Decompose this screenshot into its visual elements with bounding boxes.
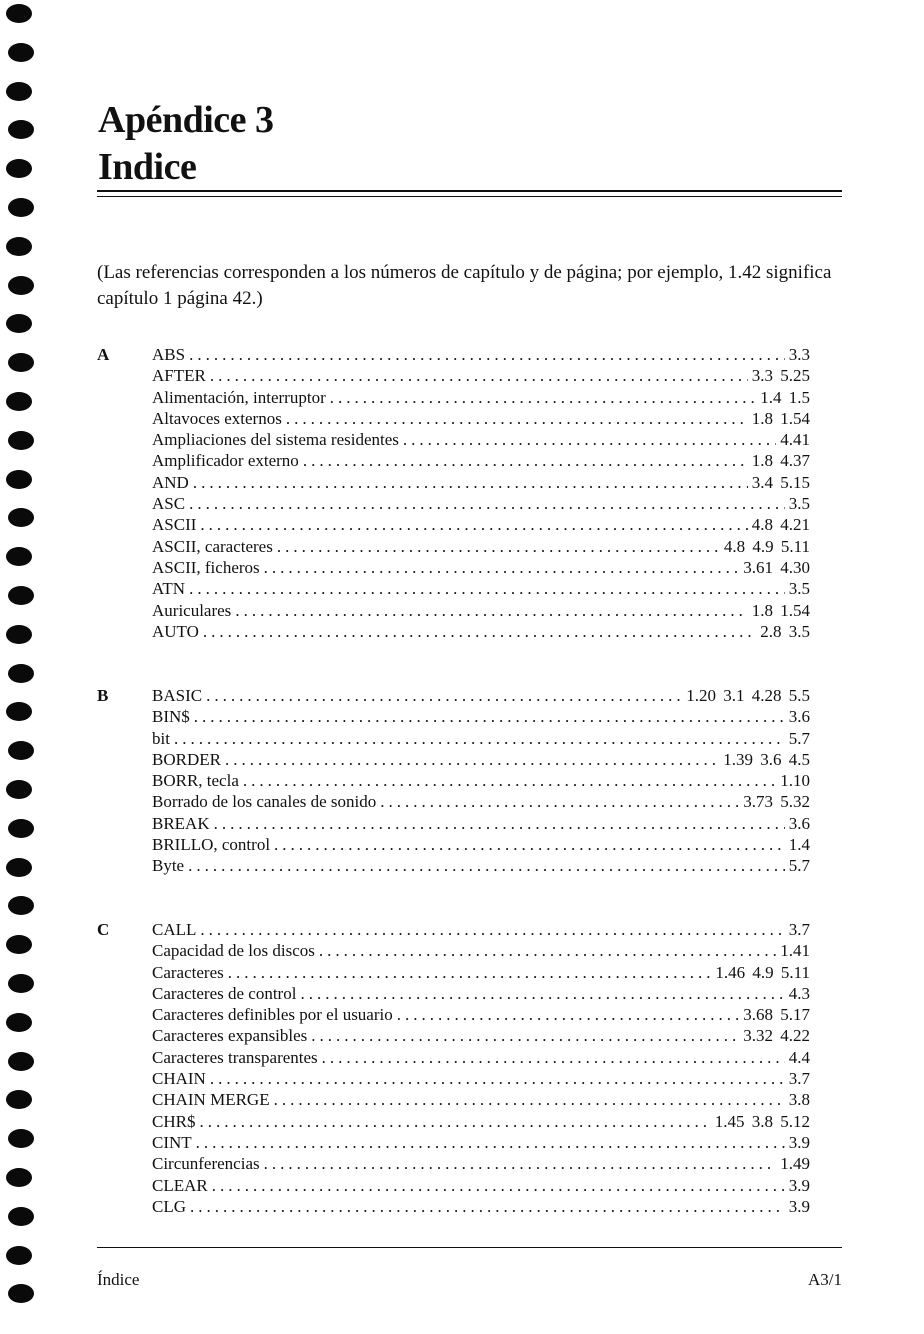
entry-term: Caracteres definibles por el usuario — [152, 1005, 393, 1025]
binding-hole — [6, 935, 32, 954]
entry-page-refs: 1.41 — [780, 941, 810, 961]
binding-hole — [6, 1090, 32, 1109]
entry-term: CALL — [152, 920, 197, 939]
entry-page-refs: 1.8 1.54 — [751, 408, 810, 428]
dot-leader — [210, 365, 748, 386]
dot-leader — [212, 1175, 785, 1196]
dot-leader — [199, 1111, 710, 1132]
binding-hole — [6, 4, 32, 23]
entry-page-refs: 4.8 4.9 5.11 — [723, 536, 810, 556]
binding-hole — [6, 314, 32, 333]
binding-hole — [6, 82, 32, 101]
entry-term: BREAK — [152, 813, 210, 833]
index-entry — [152, 621, 810, 642]
entry-term: CHAIN — [152, 1069, 206, 1089]
entry-term: Circunferencias — [152, 1154, 260, 1174]
binding-hole — [8, 586, 34, 605]
index-entry — [152, 472, 810, 493]
index-entry — [152, 919, 810, 940]
index-entry — [152, 1025, 810, 1046]
entry-page-refs: 3.9 — [788, 1175, 810, 1195]
dot-leader — [193, 472, 748, 493]
entry-page-refs: 1.10 — [780, 771, 810, 791]
page-number: A3/1 — [808, 1270, 842, 1289]
dot-leader — [189, 344, 785, 365]
entry-term: AND — [152, 472, 189, 492]
entry-term: Caracteres transparentes — [152, 1047, 318, 1067]
section-letter: A — [97, 345, 110, 364]
entry-term: Alimentación, interruptor — [152, 387, 326, 407]
entry-term: Auriculares — [152, 600, 232, 620]
dot-leader — [200, 919, 784, 940]
dot-leader — [397, 1004, 740, 1025]
entry-page-refs: 4.41 — [780, 430, 810, 450]
index-entry — [152, 855, 810, 876]
binding-hole — [8, 1284, 34, 1303]
entry-page-refs: 3.7 — [788, 1069, 810, 1089]
entry-page-refs: 5.7 — [788, 856, 810, 876]
entry-page-refs: 3.9 — [788, 1132, 810, 1152]
index-entry — [152, 408, 810, 429]
index-entry — [152, 728, 810, 749]
index-entry — [152, 685, 810, 706]
entry-term: Capacidad de los discos — [152, 941, 315, 961]
binding-hole — [6, 780, 32, 799]
dot-leader — [319, 940, 776, 961]
dot-leader — [330, 387, 757, 408]
binding-hole — [8, 741, 34, 760]
binding-hole — [6, 470, 32, 489]
entry-page-refs: 3.7 — [788, 920, 810, 939]
dot-leader — [174, 728, 785, 749]
intro-note: (Las referencias corresponden a los números de capítulo y de página; por ejemplo, 1.42 significa capítulo 1 página 42.) — [97, 262, 832, 309]
binding-hole — [6, 858, 32, 877]
binding-hole — [6, 237, 32, 256]
footer-rule — [97, 1247, 842, 1248]
entry-term: CINT — [152, 1132, 192, 1152]
binding-hole — [6, 702, 32, 721]
dot-leader — [380, 791, 739, 812]
entry-page-refs: 3.6 — [788, 707, 810, 727]
entry-term: ASC — [152, 494, 186, 514]
spiral-binding — [0, 0, 40, 1334]
dot-leader — [303, 450, 748, 471]
index-entry — [152, 557, 810, 578]
dot-leader — [190, 1196, 785, 1217]
index-title: Indice — [98, 146, 197, 188]
dot-leader — [311, 1025, 739, 1046]
binding-hole — [8, 896, 34, 915]
binding-hole — [8, 508, 34, 527]
section-letter: B — [97, 686, 109, 705]
dot-leader — [210, 1068, 785, 1089]
index-entry — [152, 578, 810, 599]
entry-page-refs: 3.32 4.22 — [743, 1026, 810, 1046]
binding-hole — [8, 353, 34, 372]
entry-term: BORR, tecla — [152, 771, 239, 791]
dot-leader — [274, 834, 785, 855]
binding-hole — [6, 1013, 32, 1032]
entry-term: BASIC — [152, 686, 203, 705]
binding-hole — [8, 1207, 34, 1226]
binding-hole — [6, 547, 32, 566]
binding-hole — [8, 43, 34, 62]
binding-hole — [8, 664, 34, 683]
dot-leader — [243, 770, 776, 791]
entry-page-refs: 3.5 — [788, 579, 810, 599]
entry-page-refs: 1.4 1.5 — [760, 387, 810, 407]
dot-leader — [188, 855, 785, 876]
entry-page-refs: 3.5 — [788, 494, 810, 514]
dot-leader — [200, 514, 747, 535]
binding-hole — [8, 819, 34, 838]
entry-page-refs: 4.8 4.21 — [751, 515, 810, 535]
binding-hole — [8, 198, 34, 217]
dot-leader — [403, 429, 776, 450]
index-entry — [152, 1153, 810, 1174]
entry-page-refs: 3.61 4.30 — [743, 557, 810, 577]
section-letter: C — [97, 920, 110, 939]
entry-term: ATN — [152, 579, 186, 599]
footer-section-name: Índice — [97, 1270, 140, 1289]
dot-leader — [194, 706, 785, 727]
binding-hole — [6, 1246, 32, 1265]
index-entry — [152, 536, 810, 557]
dot-leader — [286, 408, 748, 429]
index-entry — [152, 1047, 810, 1068]
binding-hole — [6, 392, 32, 411]
entry-term: ASCII, caracteres — [152, 536, 273, 556]
index-entry — [152, 962, 810, 983]
index-entry — [152, 493, 810, 514]
entry-page-refs: 3.9 — [788, 1196, 810, 1216]
title-rule-top — [97, 190, 842, 192]
binding-hole — [8, 120, 34, 139]
entry-page-refs: 1.8 1.54 — [751, 600, 810, 620]
binding-hole — [8, 431, 34, 450]
entry-term: AUTO — [152, 621, 199, 641]
entry-term: CHAIN MERGE — [152, 1090, 270, 1110]
index-entry — [152, 365, 810, 386]
entry-page-refs: 1.39 3.6 4.5 — [723, 749, 810, 769]
title-rule-bottom — [97, 196, 842, 197]
index-entry — [152, 1111, 810, 1132]
index-entry — [152, 983, 810, 1004]
binding-hole — [6, 159, 32, 178]
entry-page-refs: 3.3 5.25 — [751, 366, 810, 386]
index-entry — [152, 791, 810, 812]
dot-leader — [225, 749, 719, 770]
index-entry — [152, 770, 810, 791]
entry-page-refs: 1.4 — [788, 835, 810, 855]
index-entry — [152, 514, 810, 535]
entry-term: BIN$ — [152, 707, 190, 727]
entry-page-refs: 1.20 3.1 4.28 5.5 — [686, 686, 810, 705]
dot-leader — [206, 685, 682, 706]
dot-leader — [235, 600, 747, 621]
entry-page-refs: 4.3 — [788, 983, 810, 1003]
entry-term: CHR$ — [152, 1111, 196, 1131]
index-entry — [152, 387, 810, 408]
entry-term: Ampliaciones del sistema residentes — [152, 430, 399, 450]
binding-hole — [8, 1129, 34, 1148]
binding-hole — [8, 974, 34, 993]
entry-page-refs: 3.8 — [788, 1090, 810, 1110]
index-entry — [152, 749, 810, 770]
index-entry — [152, 429, 810, 450]
dot-leader — [300, 983, 784, 1004]
entry-page-refs: 2.8 3.5 — [760, 621, 810, 641]
entry-term: ASCII, ficheros — [152, 557, 260, 577]
index-entry — [152, 1089, 810, 1110]
entry-term: Borrado de los canales de sonido — [152, 792, 377, 812]
dot-leader — [214, 813, 785, 834]
dot-leader — [277, 536, 720, 557]
index-entry — [152, 1175, 810, 1196]
index-entry — [152, 344, 810, 365]
index-entry — [152, 940, 810, 961]
entry-term: Caracteres de control — [152, 983, 297, 1003]
entry-term: BRILLO, control — [152, 835, 271, 855]
binding-hole — [6, 625, 32, 644]
index-entry — [152, 834, 810, 855]
entry-page-refs: 3.68 5.17 — [743, 1005, 810, 1025]
entry-term: Byte — [152, 856, 185, 876]
entry-page-refs: 3.4 5.15 — [751, 472, 810, 492]
dot-leader — [264, 557, 740, 578]
entry-list — [152, 685, 810, 877]
dot-leader — [274, 1089, 785, 1110]
index-entry — [152, 813, 810, 834]
entry-list — [152, 919, 810, 1217]
index-entry — [152, 1196, 810, 1217]
entry-term: Amplificador externo — [152, 451, 299, 471]
dot-leader — [189, 578, 785, 599]
binding-hole — [6, 1168, 32, 1187]
entry-term: Caracteres — [152, 962, 224, 982]
index-entry — [152, 1132, 810, 1153]
entry-page-refs: 5.7 — [788, 728, 810, 748]
entry-page-refs: 4.4 — [788, 1047, 810, 1067]
entry-term: CLEAR — [152, 1175, 208, 1195]
dot-leader — [189, 493, 785, 514]
entry-page-refs: 3.73 5.32 — [743, 792, 810, 812]
entry-page-refs: 1.45 3.8 5.12 — [714, 1111, 810, 1131]
index-entry — [152, 600, 810, 621]
dot-leader — [228, 962, 712, 983]
dot-leader — [203, 621, 756, 642]
entry-page-refs: 3.3 — [788, 345, 810, 364]
entry-page-refs: 1.8 4.37 — [751, 451, 810, 471]
appendix-title: Apéndice 3 — [98, 99, 274, 141]
entry-term: AFTER — [152, 366, 206, 386]
entry-term: CLG — [152, 1196, 186, 1216]
entry-list — [152, 344, 810, 642]
dot-leader — [322, 1047, 785, 1068]
entry-term: ASCII — [152, 515, 197, 535]
index-entry — [152, 450, 810, 471]
entry-term: BORDER — [152, 749, 221, 769]
entry-term: Altavoces externos — [152, 408, 282, 428]
entry-page-refs: 1.49 — [780, 1154, 810, 1174]
entry-page-refs: 1.46 4.9 5.11 — [715, 962, 810, 982]
binding-hole — [8, 276, 34, 295]
dot-leader — [264, 1153, 777, 1174]
entry-term: ABS — [152, 345, 186, 364]
index-entry — [152, 706, 810, 727]
index-entry — [152, 1004, 810, 1025]
entry-term: bit — [152, 728, 170, 748]
dot-leader — [196, 1132, 785, 1153]
entry-term: Caracteres expansibles — [152, 1026, 308, 1046]
entry-page-refs: 3.6 — [788, 813, 810, 833]
binding-hole — [8, 1052, 34, 1071]
index-entry — [152, 1068, 810, 1089]
